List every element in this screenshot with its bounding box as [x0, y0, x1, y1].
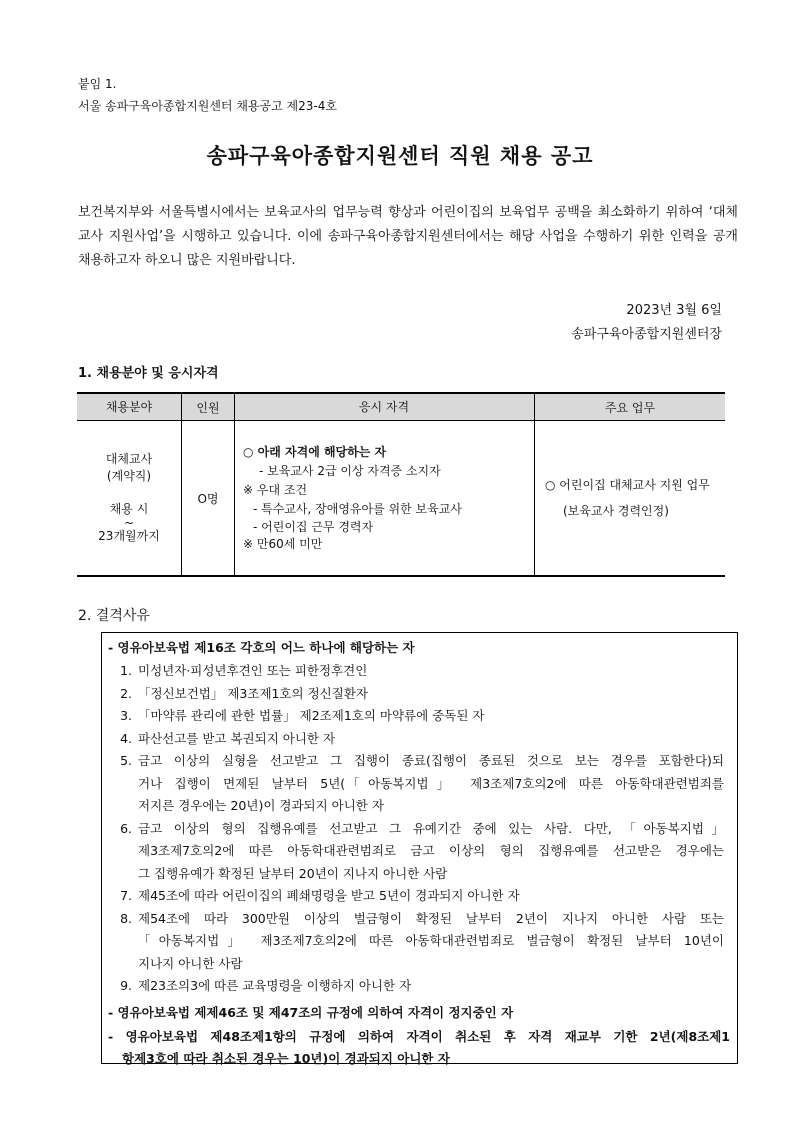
page-title: 송파구육아종합지원센터 직원 채용 공고	[206, 144, 594, 168]
tail-clause-2-line: 항제3호에 따라 취소된 경우는 10년)이 경과되지 아니한 자	[122, 1051, 450, 1066]
qual-line: - 특수교사, 장애영유아를 위한 보육교사	[253, 501, 462, 516]
signer: 송파구육아종합지원센터장	[571, 327, 722, 342]
list-item	[112, 886, 520, 904]
section2-heading: 2. 결격사유	[78, 608, 150, 624]
list-item	[112, 684, 368, 702]
lead-clause: - 영유아보육법 제16조 각호의 어느 하나에 해당하는 자	[108, 640, 415, 655]
list-item-text: 미성년자·피성년후견인 또는 피한정후견인	[138, 663, 368, 678]
list-item	[112, 909, 724, 927]
attachment-label: 붙임 1.	[78, 77, 117, 91]
list-item	[112, 819, 724, 837]
qual-line: - 어린이집 근무 경력자	[253, 519, 374, 534]
field-line: 23개월까지	[98, 529, 160, 543]
notice-date: 2023년 3월 6일	[626, 303, 722, 318]
qual-line: - 보육교사 2급 이상 자격증 소지자	[259, 463, 441, 478]
list-item-text: 「정신보건법」 제3조제1호의 정신질환자	[138, 685, 368, 701]
list-item-continuation: 거나 집행이 면제된 날부터 5년(「아동복지법」 제3조제7호의2에 따른 아동학대관련범죄를	[138, 775, 724, 791]
list-item	[112, 706, 484, 724]
list-item-number: 4.	[120, 730, 132, 746]
list-item-continuation: 「아동복지법」 제3조제7호의2에 따른 아동학대관련범죄로 벌금형이 확정된 날부터 10년이	[138, 933, 724, 948]
list-item-continuation: 저지른 경우에는 20년)이 경과되지 아니한 자	[138, 798, 384, 813]
recruitment-table	[77, 392, 725, 577]
list-item	[112, 661, 367, 679]
list-item-number: 1.	[120, 663, 132, 678]
duty-line: ○ 어린이집 대체교사 지원 업무	[545, 478, 710, 492]
qualification-cell	[235, 421, 535, 577]
section1-heading: 1. 채용분야 및 응시자격	[78, 366, 219, 381]
qual-line: ※ 우대 조건	[243, 482, 308, 497]
duties-cell	[535, 421, 726, 577]
col-headcount: 인원	[182, 393, 235, 421]
list-item-number: 3.	[120, 708, 132, 723]
disqualification-box	[101, 632, 738, 1064]
list-item-text: 금고 이상의 형의 집행유예를 선고받고 그 유예기간 중에 있는 사람. 다만, 「아동복지법」	[138, 820, 724, 836]
list-item-text: 제23조의3에 따른 교육명령을 이행하지 아니한 자	[138, 978, 412, 993]
field-line: 대체교사	[105, 452, 153, 466]
col-duties: 주요 업무	[535, 393, 726, 421]
duty-line: (보육교사 경력인정)	[563, 504, 669, 518]
list-item-continuation: 그 집행유예가 확정된 날부터 20년이 지나지 아니한 사람	[138, 865, 448, 881]
list-item-number: 2.	[120, 685, 132, 701]
intro-paragraph: 보건복지부와 서울특별시에서는 보육교사의 업무능력 향상과 어린이집의 보육업무 공백을 최소화하기 위하여 ‘대체교사 지원사업’을 시행하고 있습니다. 이에 송파구육아종합지원센터에서는 해당 사업을 수행하기 위한 인력을 공개 채용하고자 하오니 많은 지원바랍니다.	[78, 205, 738, 268]
list-item-number: 7.	[120, 888, 132, 903]
field-line: (계약직)	[106, 469, 152, 483]
list-item-number: 6.	[120, 820, 132, 836]
list-item	[112, 976, 411, 994]
list-item-continuation: 지나지 아니한 사람	[138, 955, 243, 971]
list-item-text: 파산선고를 받고 복권되지 아니한 자	[138, 730, 336, 746]
tail-clause-2-line: - 영유아보육법 제48조제1항의 규정에 의하여 자격이 취소된 후 자격 재교부 기한 2년(제8조제1	[108, 1029, 730, 1044]
list-item-number: 9.	[120, 978, 132, 993]
list-item-text: 「마약류 관리에 관한 법률」 제2조제1호의 마약류에 중독된 자	[138, 708, 485, 723]
list-item	[112, 751, 724, 769]
col-qualification: 응시 자격	[235, 393, 535, 421]
list-item-continuation: 제3조제7호의2에 따른 아동학대관련범죄로 금고 이상의 형의 집행유예를 선고받은 경우에는	[138, 843, 724, 858]
list-item	[112, 729, 335, 747]
qual-line: ※ 만60세 미만	[243, 536, 323, 551]
qual-line: ○ 아래 자격에 해당하는 자	[243, 444, 387, 459]
field-line: ~	[123, 516, 135, 530]
field-line: 채용 시	[109, 502, 149, 516]
list-item-number: 5.	[120, 753, 132, 768]
list-item-text: 금고 이상의 실형을 선고받고 그 집행이 종료(집행이 종료된 것으로 보는 경우를 포함한다)되	[138, 753, 724, 768]
list-item-number: 8.	[120, 910, 132, 926]
tail-clause-1: - 영유아보육법 제제46조 및 제47조의 규정에 의하여 자격이 정지중인 자	[108, 1005, 514, 1020]
field-cell	[77, 421, 182, 577]
list-item-text: 제54조에 따라 300만원 이상의 벌금형이 확정된 날부터 2년이 지나지 아니한 사람 또는	[138, 910, 724, 926]
table-header-row	[77, 393, 725, 421]
table-row	[77, 421, 725, 577]
headcount-cell: O명	[182, 421, 235, 577]
col-field: 채용분야	[77, 393, 182, 421]
notice-number: 서울 송파구육아종합지원센터 채용공고 제23-4호	[78, 99, 337, 113]
list-item-text: 제45조에 따라 어린이집의 폐쇄명령을 받고 5년이 경과되지 아니한 자	[138, 888, 520, 903]
